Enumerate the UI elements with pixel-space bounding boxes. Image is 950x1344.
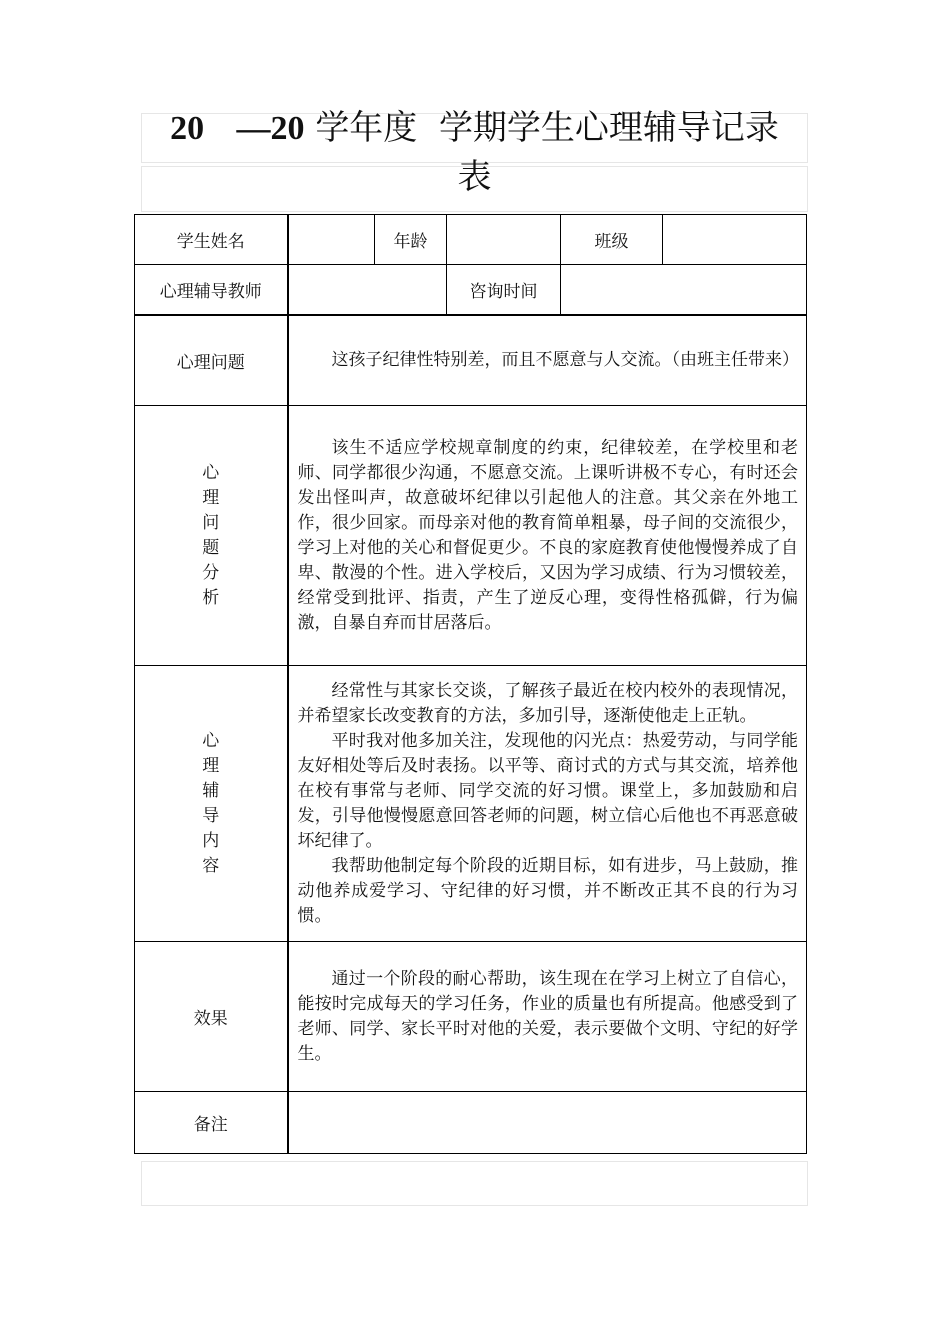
- class-field[interactable]: [663, 215, 807, 265]
- table-row: [135, 1092, 807, 1154]
- effect-label: 效果: [135, 942, 288, 1092]
- guidance-label-char: 理: [202, 755, 220, 776]
- remarks-field[interactable]: [288, 1092, 807, 1154]
- consult-time-label: 咨询时间: [447, 265, 561, 315]
- age-label: 年龄: [375, 215, 447, 265]
- page-title: [141, 108, 808, 149]
- guidance-label-char: 容: [202, 855, 220, 876]
- analysis-label-char: 题: [202, 537, 220, 558]
- guidance-paragraph: 我帮助他制定每个阶段的近期目标，如有进步，马上鼓励，推动他养成爱学习、守纪律的好习惯，并不断改正其不良的行为习惯。: [297, 855, 798, 926]
- analysis-label-char: 理: [202, 487, 220, 508]
- analysis-label-char: 问: [202, 512, 220, 533]
- table-row: [135, 406, 807, 666]
- table-row: [135, 942, 807, 1092]
- effect-text: 通过一个阶段的耐心帮助，该生现在在学习上树立了自信心，能按时完成每天的学习任务，作业的质量也有所提高。他感受到了老师、同学、家长平时对他的关爱，表示要做个文明、守纪的好学生。: [297, 968, 798, 1064]
- guidance-label-char: 心: [202, 730, 220, 751]
- table-row: [135, 215, 807, 265]
- problem-text: 这孩子纪律性特别差，而且不愿意与人交流。（由班主任带来）: [331, 349, 799, 370]
- table-row: [135, 265, 807, 315]
- remarks-label: 备注: [135, 1092, 288, 1154]
- analysis-text: 该生不适应学校规章制度的约束，纪律较差，在学校里和老师、同学都很少沟通，不愿意交流。上课听讲极不专心，有时还会发出怪叫声，故意破坏纪律以引起他人的注意。其父亲在外地工作，很少回家。而母亲对他的教育简单粗暴，母子间的交流很少，学习上对他的关心和督促更少。不良的家庭教育使他慢慢养成了自卑、散漫的个性。进入学校后，又因为学习成绩、行为习惯较差，经常受到批评、指责，产生了逆反心理，变得性格孤僻，行为偏激，自暴自弃而甘居落后。: [297, 437, 798, 633]
- effect-cell[interactable]: [288, 942, 807, 1092]
- title-year-start: 20: [170, 110, 205, 147]
- guidance-paragraph: 平时我对他多加关注，发现他的闪光点：热爱劳动，与同学能友好相处等后及时表扬。以平等、商讨式的方式与其交流，培养他在校有事常与老师、同学交流的好习惯。课堂上，多加鼓励和启发，引导他慢慢愿意回答老师的问题，树立信心后他也不再恶意破坏纪律了。: [297, 730, 798, 851]
- class-label: 班级: [561, 215, 663, 265]
- title-semester-record: 学期学生心理辅导记录: [438, 108, 779, 148]
- footer-frame: [141, 1161, 808, 1206]
- problem-label: 心理问题: [135, 315, 288, 406]
- consult-time-field[interactable]: [561, 265, 807, 315]
- student-name-label: 学生姓名: [135, 215, 288, 265]
- table-row: [135, 666, 807, 942]
- guidance-label-char: 内: [202, 830, 220, 851]
- student-name-field[interactable]: [288, 215, 375, 265]
- problem-cell[interactable]: [288, 315, 807, 406]
- analysis-label-char: 析: [202, 587, 220, 608]
- teacher-label: 心理辅导教师: [135, 265, 288, 315]
- analysis-label-char: 分: [202, 562, 220, 583]
- title-year-end: —20: [236, 110, 305, 147]
- analysis-cell[interactable]: [288, 406, 807, 666]
- guidance-label-char: 辅: [202, 780, 220, 801]
- analysis-label: [135, 406, 288, 666]
- table-row: [135, 315, 807, 406]
- analysis-label-char: 心: [202, 462, 220, 483]
- age-field[interactable]: [447, 215, 561, 265]
- title-academic-year: 学年度: [315, 108, 418, 148]
- page-title-continued: 表: [457, 157, 492, 197]
- guidance-paragraph: 经常性与其家长交谈，了解孩子最近在校内校外的表现情况，并希望家长改变教育的方法，多加引导，逐渐使他走上正轨。: [297, 680, 798, 726]
- teacher-field[interactable]: [288, 265, 447, 315]
- guidance-cell[interactable]: [288, 666, 807, 942]
- guidance-label: [135, 666, 288, 942]
- guidance-label-char: 导: [202, 805, 220, 826]
- counseling-record-table: [134, 214, 807, 1154]
